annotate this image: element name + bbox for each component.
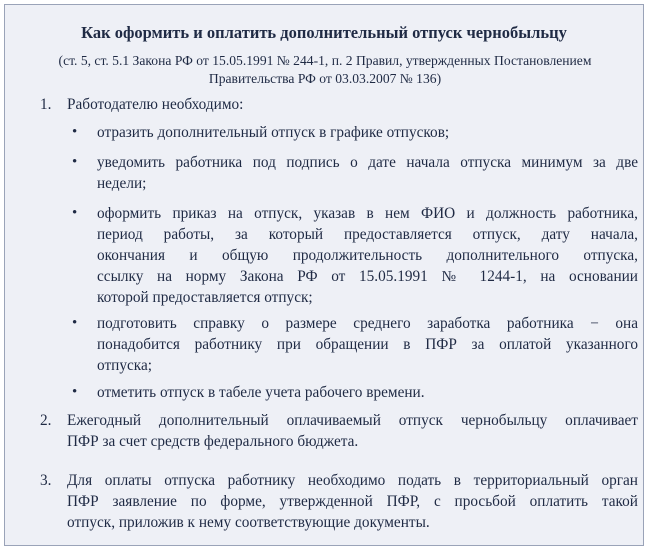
bullet-line: отразить дополнительный отпуск в графике отпусков; bbox=[97, 124, 450, 141]
page-title: Как оформить и оплатить дополнительный отпуск чернобыльцу bbox=[81, 23, 567, 42]
list-item-text: Работодателю необходимо: bbox=[67, 96, 244, 113]
bullet-line: уведомить работника под подпись о дате начала отпуска минимум за две bbox=[97, 154, 638, 171]
bullet-icon: • bbox=[72, 384, 78, 400]
bullet-item bbox=[97, 152, 638, 194]
list-number: 2. bbox=[40, 412, 52, 429]
paragraph-line: отпуск, приложив к нему соответствующие документы. bbox=[67, 514, 430, 531]
list-number: 1. bbox=[40, 96, 52, 113]
bullet-icon: • bbox=[72, 154, 78, 170]
bullet-line: недели; bbox=[97, 175, 147, 192]
bullet-line: которой предоставляется отпуск; bbox=[97, 289, 313, 306]
bullet-line: оформить приказ на отпуск, указав в нем ФИО и должность работника, bbox=[97, 205, 638, 222]
legal-reference-line: (ст. 5, ст. 5.1 Закона РФ от 15.05.1991 № 244-1, п. 2 Правил, утвержденных Постановлением bbox=[58, 53, 592, 68]
paragraph-line: ПФР за счет средств федерального бюджета. bbox=[67, 433, 359, 450]
bullet-icon: • bbox=[72, 315, 78, 331]
bullet-line: отметить отпуск в табеле учета рабочего времени. bbox=[97, 384, 425, 401]
list-number: 3. bbox=[40, 472, 52, 489]
bullet-item bbox=[97, 382, 638, 403]
bullet-line: подготовить справку о размере среднего заработка работника − она bbox=[97, 315, 638, 332]
bullet-line: окончания и общую продолжительность дополнительного отпуска, bbox=[97, 247, 638, 264]
info-box bbox=[4, 4, 644, 546]
bullet-line: ссылку на норму Закона РФ от 15.05.1991 № 1244-1, на основании bbox=[97, 268, 638, 285]
bullet-line: отпуска; bbox=[97, 357, 152, 374]
paragraph-line: Для оплаты отпуска работнику необходимо подать в территориальный орган bbox=[67, 472, 638, 489]
bullet-item bbox=[97, 203, 638, 308]
paragraph-line: Ежегодный дополнительный оплачиваемый отпуск чернобыльцу оплачивает bbox=[67, 412, 638, 429]
legal-reference-line: Правительства РФ от 03.03.2007 № 136) bbox=[208, 71, 442, 86]
list-item-text bbox=[67, 470, 638, 533]
list-item-text bbox=[67, 410, 638, 452]
bullet-line: период работы, за который предоставляется отпуск, дату начала, bbox=[97, 226, 638, 243]
bullet-item bbox=[97, 313, 638, 376]
paragraph-line: ПФР заявление по форме, утвержденной ПФР, с просьбой оплатить такой bbox=[67, 493, 638, 510]
bullet-icon: • bbox=[72, 124, 78, 140]
bullet-icon: • bbox=[72, 205, 78, 221]
legal-reference bbox=[25, 52, 625, 88]
bullet-line: понадобится работнику при обращении в ПФР за оплатой указанного bbox=[97, 336, 638, 353]
bullet-item bbox=[97, 122, 638, 143]
